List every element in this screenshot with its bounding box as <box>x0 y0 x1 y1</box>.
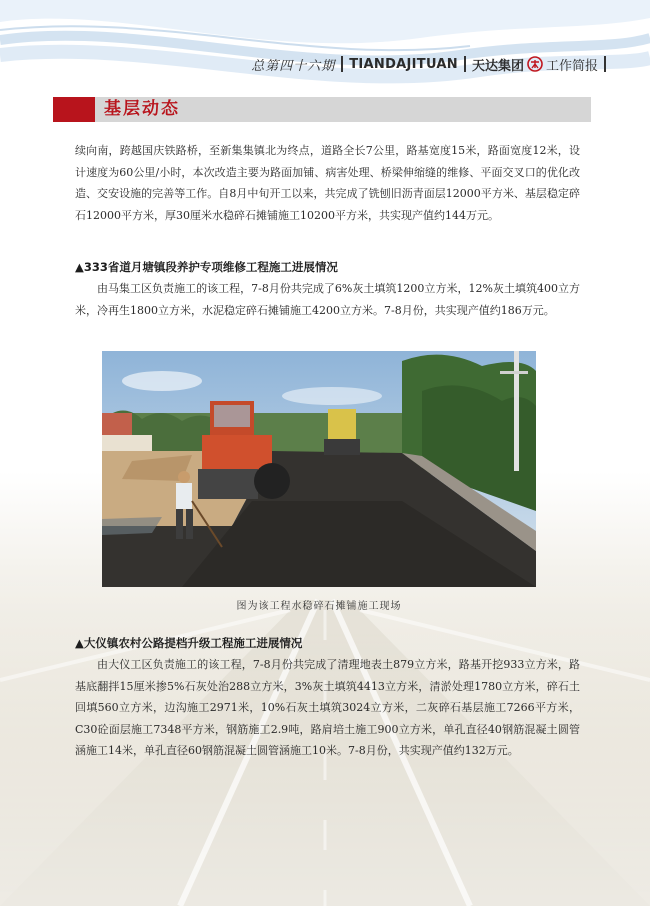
company-logo-icon <box>527 56 543 72</box>
section-title: 基层动态 <box>104 99 180 119</box>
divider <box>604 56 606 72</box>
construction-photo <box>102 351 536 587</box>
project-1-heading: ▲333省道月塘镇段养护专项维修工程施工进展情况 <box>75 260 338 274</box>
divider <box>341 56 343 72</box>
header-wave-decoration <box>0 0 650 95</box>
issue-number: 总第四十六期 <box>251 58 336 74</box>
intro-paragraph: 续向南，跨越国庆铁路桥，至新集集镇北为终点，道路全长7公里，路基宽度15米，路面宽度12米，设计速度为60公里/小时，本次改造主要为路面加铺、病害处理、桥梁伸缩缝的维修、平面交叉口的优化改造、交安设施的完善等工作。自8月中旬开工以来，共完成了铣刨旧沥青面层12000平方米、基层稳定碎石12000平方米，厚30厘米水稳碎石摊铺施工10200平方米，共实现产值约144万元。 <box>75 144 580 222</box>
brand-name: TIANDAJITUAN <box>349 56 458 72</box>
project-2-body: 由大仪工区负责施工的该工程，7-8月份共完成了清理地表土879立方米，路基开挖933立方米，路基底翻拌15厘米掺5%石灰处治288立方米，3%灰土填筑4413立方米，清淤处理1780立方米，碎石土回填560立方米，边沟施工2971米，10%石灰土填筑3024立方米，二灰碎石基层施工7266平方米，C30砼面层施工7348平方米，钢筋施工2.9吨，路肩培土施工900立方米，单孔直径40钢筋混凝土圆管涵施工14米，单孔直径60钢筋混凝土圆管涵施工10米。7-8月份，共实现产值约132万元。 <box>75 658 580 757</box>
project-1-body: 由马集工区负责施工的该工程，7-8月份共完成了6%灰土填筑1200立方米，12%灰土填筑400立方米，冷再生1800立方米，水泥稳定碎石摊铺施工4200立方米。7-8月份，共实现产值约186万元。 <box>75 282 580 317</box>
section-marker <box>53 97 95 122</box>
publication-name: 工作简报 <box>545 58 598 74</box>
section-header <box>53 97 591 122</box>
intro-block <box>75 140 580 226</box>
divider <box>464 56 466 72</box>
company-name: 天达集团 <box>471 58 524 74</box>
photo-caption: 图为该工程水稳碎石摊铺施工现场 <box>236 601 402 612</box>
project-1-block <box>75 256 580 321</box>
masthead <box>251 54 612 74</box>
project-2-block <box>75 632 580 762</box>
project-2-heading: ▲大仪镇农村公路提档升级工程施工进展情况 <box>75 636 303 650</box>
